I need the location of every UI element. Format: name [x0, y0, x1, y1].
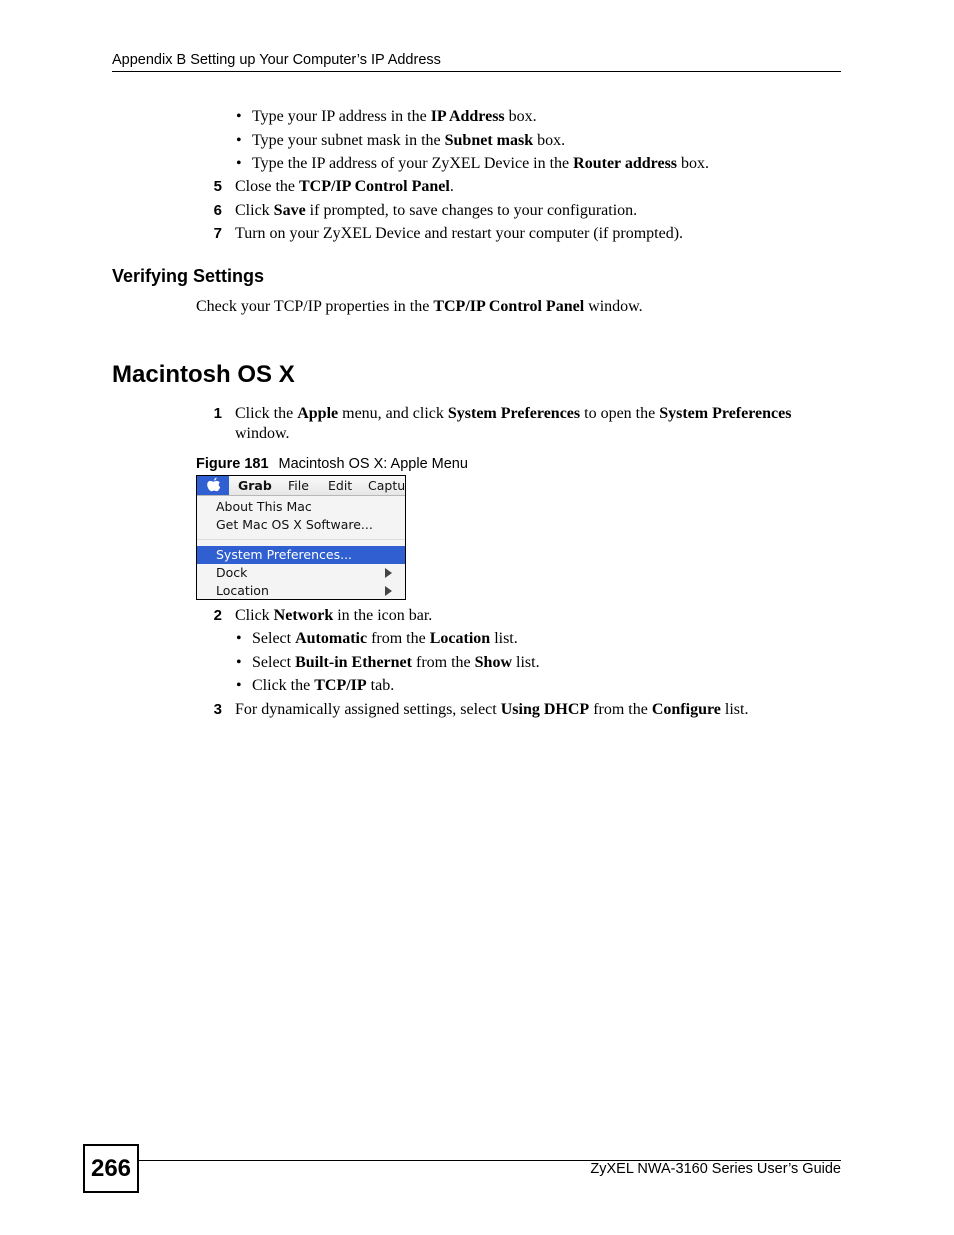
menu-separator — [197, 539, 405, 540]
step-number: 3 — [213, 701, 222, 718]
header-rule — [112, 71, 841, 72]
figure-title: Macintosh OS X: Apple Menu — [278, 456, 468, 472]
menu-item-location[interactable]: Location — [216, 583, 269, 598]
menu-bar-edit[interactable]: Edit — [328, 478, 353, 493]
menu-item-system-preferences[interactable]: System Preferences... — [216, 547, 353, 562]
figure-caption — [196, 454, 468, 474]
list-item: Select Built-in Ethernet from the Show list. — [252, 654, 540, 671]
page-number: 266 — [83, 1144, 139, 1193]
step-text: Click the Apple menu, and click System Preferences to open the System Preferences — [235, 405, 792, 422]
step-number: 2 — [213, 607, 222, 624]
list-item: Select Automatic from the Location list. — [252, 630, 518, 647]
step-number: 1 — [213, 405, 222, 422]
submenu-arrow-icon — [385, 586, 392, 596]
footer-guide-title: ZyXEL NWA-3160 Series User’s Guide — [590, 1161, 841, 1177]
section-heading-verifying: Verifying Settings — [112, 266, 265, 286]
menu-bar — [197, 476, 405, 496]
bullet-marker: • — [236, 132, 242, 149]
step-text: Close the TCP/IP Control Panel. — [235, 178, 454, 195]
step-text-continued: window. — [235, 425, 290, 442]
step-number: 5 — [213, 178, 222, 195]
apple-menu-tile[interactable] — [197, 476, 229, 495]
bullet-marker: • — [236, 677, 242, 694]
step-number: 7 — [213, 225, 222, 242]
menu-bar-capture[interactable]: Captu — [368, 478, 406, 493]
apple-logo-icon — [206, 477, 221, 494]
menu-item-about-this-mac[interactable]: About This Mac — [216, 499, 312, 514]
menu-item-get-software[interactable]: Get Mac OS X Software... — [216, 517, 373, 532]
step-text: Click Network in the icon bar. — [235, 607, 433, 624]
apple-menu-figure — [196, 475, 406, 600]
bullet-marker: • — [236, 155, 242, 172]
list-item: Type your IP address in the IP Address box. — [252, 108, 537, 125]
submenu-arrow-icon — [385, 568, 392, 578]
running-header: Appendix B Setting up Your Computer’s IP Address — [112, 52, 441, 68]
figure-label: Figure 181 — [196, 456, 269, 472]
step-text: Turn on your ZyXEL Device and restart your computer (if prompted). — [235, 225, 684, 242]
paragraph: Check your TCP/IP properties in the TCP/IP Control Panel window. — [196, 298, 643, 315]
menu-bar-file[interactable]: File — [288, 478, 309, 493]
list-item: Type your subnet mask in the Subnet mask box. — [252, 132, 566, 149]
list-item: Type the IP address of your ZyXEL Device in the Router address box. — [252, 155, 710, 172]
menu-bar-app-grab[interactable]: Grab — [238, 478, 272, 493]
bullet-marker: • — [236, 654, 242, 671]
step-text: Click Save if prompted, to save changes to your configuration. — [235, 202, 638, 219]
section-heading-macintosh: Macintosh OS X — [112, 361, 295, 388]
menu-item-dock[interactable]: Dock — [216, 565, 248, 580]
bullet-marker: • — [236, 630, 242, 647]
step-text: For dynamically assigned settings, select Using DHCP from the Configure list. — [235, 701, 749, 718]
list-item: Click the TCP/IP tab. — [252, 677, 395, 694]
bullet-marker: • — [236, 108, 242, 125]
step-number: 6 — [213, 202, 222, 219]
